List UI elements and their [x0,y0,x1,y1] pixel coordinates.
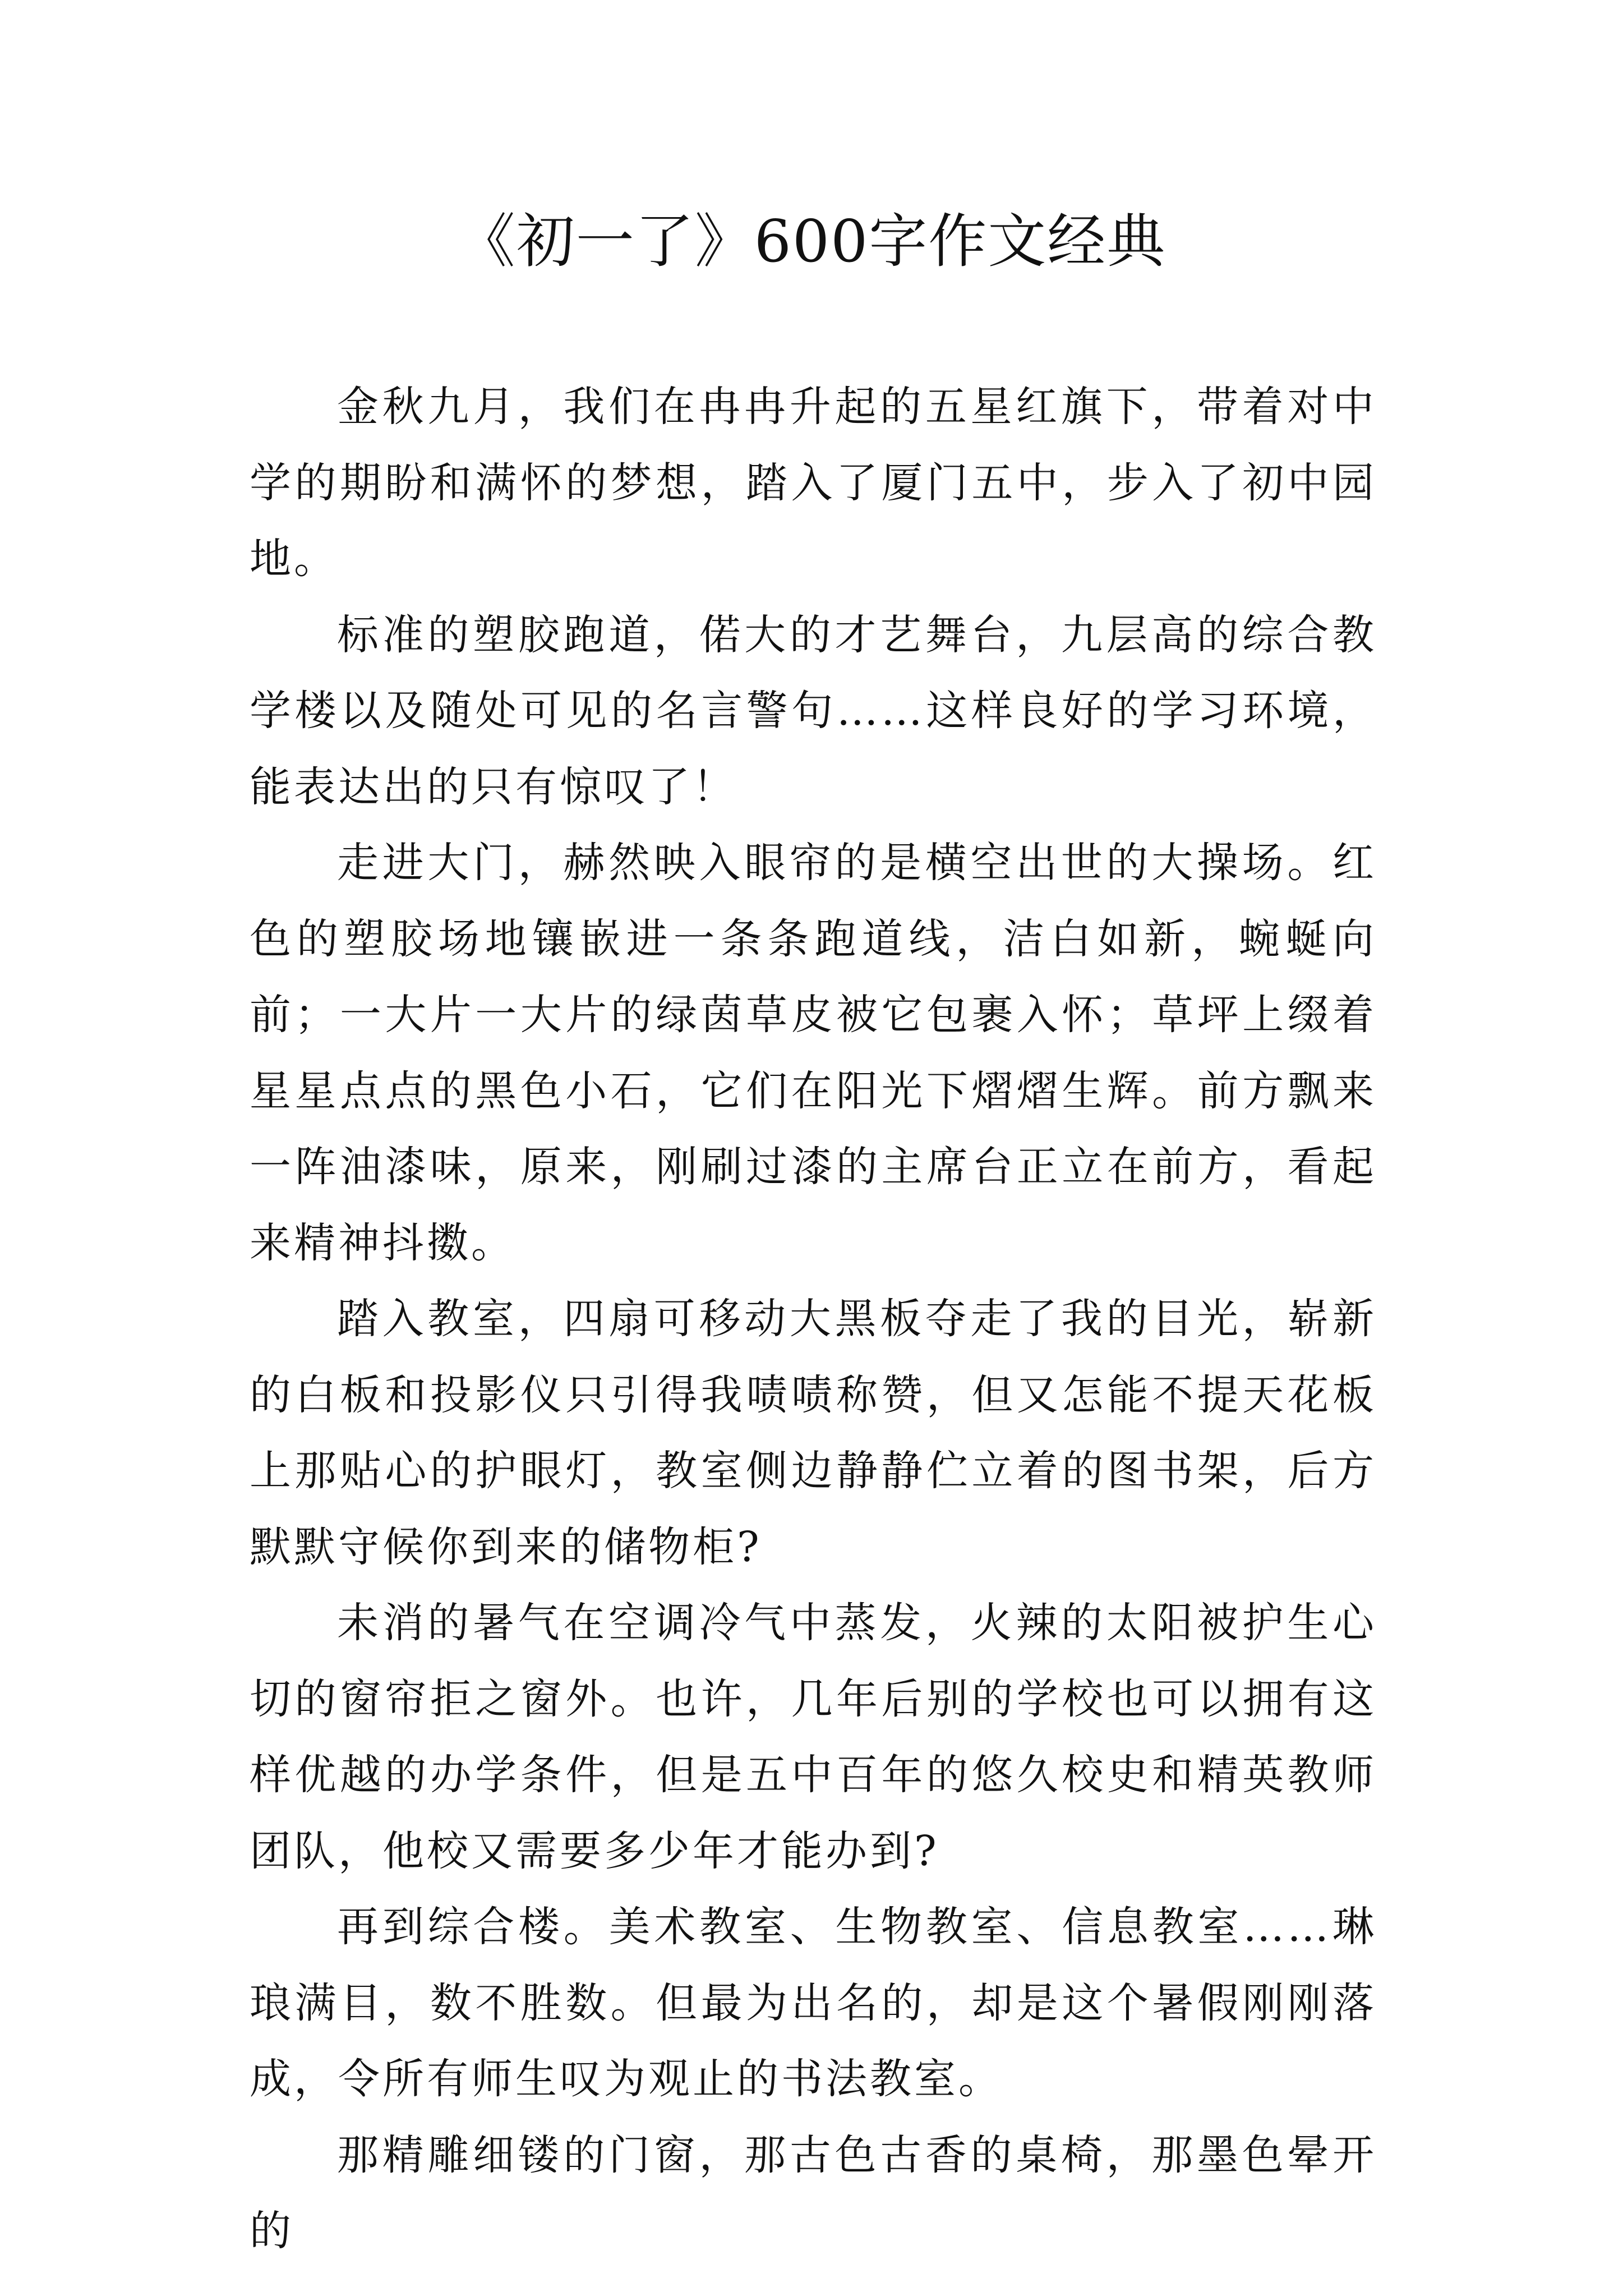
document-title: 《初一了》600字作文经典 [457,207,1166,275]
paragraph: 再到综合楼。美术教室、生物教室、信息教室……琳琅满目，数不胜数。但最为出名的，却是这个暑假刚刚落成，令所有师生叹为观止的书法教室。 [250,1903,1377,2103]
paragraph: 标准的塑胶跑道，偌大的才艺舞台，九层高的综合教学楼以及随处可见的名言警句……这样良好的学习环境，能表达出的只有惊叹了！ [250,610,1377,811]
paragraph: 金秋九月，我们在冉冉升起的五星红旗下，带着对中学的期盼和满怀的梦想，踏入了厦门五中，步入了初中园地。 [250,383,1377,583]
paragraph: 踏入教室，四扇可移动大黑板夺走了我的目光，崭新的白板和投影仪只引得我啧啧称赞，但又怎能不提天花板上那贴心的护眼灯，教室侧边静静伫立着的图书架，后方默默守候你到来的储物柜? [250,1295,1377,1571]
paragraph: 未消的暑气在空调冷气中蒸发，火辣的太阳被护生心切的窗帘拒之窗外。也许，几年后别的学校也可以拥有这样优越的办学条件，但是五中百年的悠久校史和精英教师团队，他校又需要多少年才能办到? [250,1599,1377,1875]
document-body [250,369,1377,2270]
paragraph: 那精雕细镂的门窗，那古色古香的桌椅，那墨色晕开的 [250,2131,1377,2255]
paragraph: 走进大门，赫然映入眼帘的是横空出世的大操场。红色的塑胶场地镶嵌进一条条跑道线，洁白如新，蜿蜒向前；一大片一大片的绿茵草皮被它包裹入怀；草坪上缀着星星点点的黑色小石，它们在阳光下熠熠生辉。前方飘来一阵油漆味，原来，刚刷过漆的主席台正立在前方，看起来精神抖擞。 [250,839,1377,1267]
